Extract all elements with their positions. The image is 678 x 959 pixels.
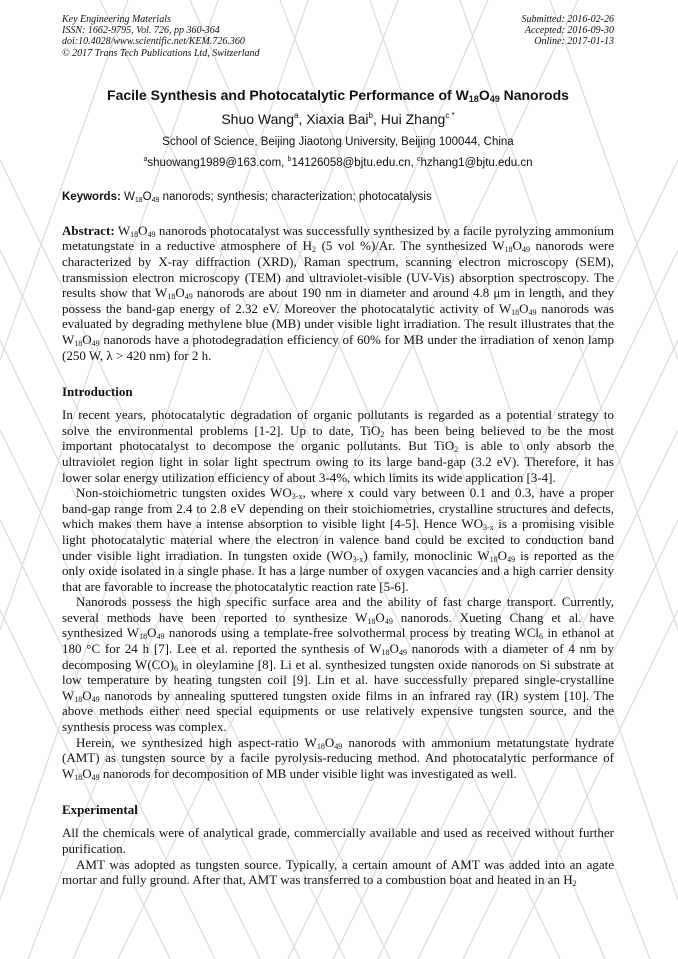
subscript: 2 [380, 429, 385, 439]
subscript: 18 [367, 616, 376, 626]
text-run: nanorods were characterized by X-ray diffraction (XRD), Raman spectrum, scanning electron microscopy (SEM), transmission electron microscopy (TEM) and ultraviolet-visible (UV-Vis) absorption spectroscopy. The results show that W [62, 238, 614, 301]
text-run: , where x could vary between 0.1 and 0.3, have a proper band-gap range from 2.4 to 2.8 eV depending on their stoichiometries, crystalline structures and defects, which makes them have a intense absorption to visible light [4-5]. Hence WO [62, 485, 614, 532]
abstract-body [62, 223, 614, 363]
text-run: Nanorods possess the high specific surface area and the ability of fast charge transport. Currently, several methods have been reported to synthesize W [62, 594, 614, 625]
author-sep: , [372, 110, 381, 127]
subscript: 18 [489, 554, 498, 564]
text-run: O [519, 300, 529, 316]
author-mark: b [368, 110, 373, 120]
subscript: 2 [312, 245, 316, 255]
body-paragraph [62, 485, 614, 594]
journal-doi: doi:10.4028/www.scientific.net/KEM.726.360 [62, 36, 245, 48]
author-list [62, 107, 614, 128]
body-paragraph [62, 594, 614, 734]
subscript: 49 [398, 648, 407, 658]
email-mark: b [287, 155, 292, 163]
text-run: is a promising visible light photocatalytic material where the electron in valence band could be excited to conduction band under visible light irradiation. In tungsten oxide (WO [62, 516, 614, 563]
author-sep: , [298, 110, 307, 127]
text-run: O [82, 687, 92, 703]
text-run: Herein, we synthesized high aspect-ratio W [76, 734, 317, 750]
body-paragraph [62, 407, 614, 485]
subscript: 3-x [291, 492, 303, 502]
publication-dates [522, 14, 615, 59]
subscript: 3-x [482, 523, 494, 533]
text-run: nanorods for decomposition of MB under visible light was investigated as well. [99, 765, 517, 781]
subscript: 18 [316, 741, 325, 751]
text-run: nanorods using a template-free solvothermal process by treating WCl [164, 625, 539, 641]
text-run: O [147, 625, 157, 641]
text-run: O [138, 222, 148, 238]
title-sub-2: 49 [489, 93, 500, 104]
body-paragraph [62, 735, 614, 782]
text-run: in oleylamine [8]. Li et al. synthesized tungsten oxide nanorods on Si substrate at low temperature by heating tungsten coil [9]. Lin et al. have successfully prepared single-crystalline W [62, 656, 615, 703]
affiliation: School of Science, Beijing Jiaotong University, Beijing 100044, China [162, 135, 514, 148]
paper-page [62, 14, 614, 888]
subscript: 49 [521, 245, 530, 255]
subscript: 18 [74, 694, 83, 704]
text-run: Non-stoichiometric tungsten oxides WO [76, 485, 292, 501]
title-prefix: Facile Synthesis and Photocatalytic Performance of W [107, 86, 469, 103]
text-run: nanorods photocatalyst was successfully synthesized by a facile pyrolyzing ammonium metatungstate in a reductive atmosphere of H [62, 222, 614, 254]
text-run: nanorods. Xueting Chang et al. have synthesized W [62, 609, 614, 641]
text-run: nanorods with a diameter of 4 nm by decomposing W(CO) [62, 641, 614, 672]
text-run: (5 vol %)/Ar. The synthesized W [316, 238, 505, 254]
keywords-label: Keywords: [62, 190, 121, 203]
subscript: 18 [139, 632, 148, 642]
text-run: O [82, 331, 92, 347]
date-online: Online: 2017-01-13 [534, 36, 614, 48]
keywords [62, 190, 614, 205]
subscript: 3-x [352, 554, 364, 564]
email-address[interactable]: 14126058@bjtu.edu.cn [291, 156, 411, 169]
subscript: 2 [454, 445, 459, 455]
date-submitted: Submitted: 2016-02-26 [521, 14, 614, 25]
subscript: 49 [384, 616, 393, 626]
subscript: 49 [91, 772, 100, 782]
email-address[interactable]: hzhang1@bjtu.edu.cn [420, 156, 533, 169]
email-address[interactable]: shuowang1989@163.com [147, 156, 282, 169]
subscript: 49 [507, 554, 516, 564]
text-run: nanorods was evaluated by degrading methylene blue (MB) under visible light irradiation. The result illustrates that the W [62, 300, 614, 347]
text-run: O [375, 609, 385, 625]
email-sep: , [410, 156, 417, 169]
author-name: Hui Zhang [380, 110, 446, 127]
section-heading: Introduction [62, 384, 133, 400]
abstract-label: Abstract: [62, 222, 115, 238]
subscript: 6 [174, 663, 179, 673]
keywords-text: nanorods; synthesis; characterization; photocatalysis [159, 190, 432, 203]
journal-copyright: © 2017 Trans Tech Publications Ltd, Switzerland [62, 47, 260, 59]
subscript: 49 [528, 307, 537, 317]
journal-header [62, 14, 614, 59]
text-run: is able to only absorb the ultraviolet region light in solar light spectrum owing to its large band-gap (3.2 eV). Therefore, it has lower solar energy utilization efficiency of about 3-4%, which limits its wide application [3-4]. [62, 438, 614, 485]
subscript: 2 [572, 879, 577, 889]
text-run: W [114, 222, 131, 238]
email-mark: a [143, 155, 148, 163]
keywords-sub: 18 [134, 196, 143, 204]
subscript: 49 [156, 632, 165, 642]
text-run: has been being believed to be the most important photocatalyst to decompose the organic pollutants. But TiO [62, 422, 614, 454]
text-run: All the chemicals were of analytical grade, commercially available and used as received without further purification. [62, 825, 614, 856]
subscript: 18 [130, 229, 139, 239]
journal-name: Key Engineering Materials [62, 14, 171, 25]
section-heading: Experimental [62, 802, 138, 818]
email-mark: c [416, 155, 421, 163]
text-run: nanorods by annealing sputtered tungsten oxide films in an infrared ray (IR) system [10]. The above methods either need special equipments or use relatively expensive tungsten source, and the synthesis process was complex. [62, 687, 614, 735]
email-sep: , [281, 156, 288, 169]
keywords-text: O [142, 190, 152, 203]
subscript: 49 [91, 694, 100, 704]
subscript: 18 [74, 338, 83, 348]
text-run: nanorods are about 190 nm in diameter and around 4.8 μm in length, and they possess the band-gap energy of 2.32 eV. Moreover the photocatalytic activity of W [62, 285, 614, 316]
subscript: 18 [167, 292, 176, 302]
keywords-text: W [120, 190, 135, 203]
text-run: AMT was adopted as tungsten source. Typically, a certain amount of AMT was added into an agate mortar and fully ground. After that, AMT was transferred to a combustion boat and heated in an H [62, 856, 614, 888]
title-mid: O [478, 86, 490, 103]
subscript: 49 [91, 338, 100, 348]
text-run: O [324, 734, 335, 750]
date-accepted: Accepted: 2016-09-30 [524, 25, 614, 37]
body-paragraph [62, 857, 614, 888]
email-list [62, 152, 614, 171]
text-run: O [175, 285, 185, 301]
text-run: nanorods have a photodegradation efficiency of 60% for MB under the irradiation of xenon lamp (250 W, λ > 420 nm) for 2 h. [62, 331, 614, 363]
subscript: 49 [147, 229, 156, 239]
author-mark: a [293, 110, 299, 120]
subscript: 49 [184, 292, 193, 302]
author-mark: c * [445, 110, 455, 120]
body-sections [62, 384, 614, 888]
journal-info [62, 14, 260, 59]
subscript: 18 [74, 772, 83, 782]
text-run: O [497, 547, 508, 563]
abstract [62, 223, 614, 363]
subscript: 6 [539, 632, 543, 642]
subscript: 49 [334, 741, 343, 751]
text-run: nanorods with ammonium metatungstate hydrate (AMT) as tungsten source by a facile pyrolysis-reducing method. And photocatalytic performance of W [62, 734, 614, 781]
journal-issn: ISSN: 1662-9795, Vol. 726, pp 360-364 [62, 25, 220, 37]
body-paragraph [62, 825, 614, 856]
text-run: in ethanol at 180 °C for 24 h [7]. Lee et al. reported the synthesis of W [62, 625, 614, 657]
paper-title [62, 86, 614, 104]
text-run: In recent years, photocatalytic degradation of organic pollutants is regarded as a potential strategy to solve the environmental problems [1-2]. Up to date, TiO [62, 407, 614, 438]
text-run: O [82, 765, 92, 781]
author-name: Shuo Wang [221, 110, 294, 127]
author-name: Xiaxia Bai [306, 110, 369, 127]
title-sub-1: 18 [468, 93, 479, 104]
keywords-sub: 49 [151, 196, 160, 204]
text-run: O [512, 238, 522, 254]
subscript: 18 [381, 648, 390, 658]
text-run: O [389, 641, 399, 657]
text-run: ) family, monoclinic W [363, 547, 490, 563]
subscript: 18 [504, 245, 513, 255]
title-suffix: Nanorods [499, 86, 569, 103]
subscript: 18 [511, 307, 520, 317]
text-run: is reported as the only oxide isolated in a single phase. It has a large number of oxygen vacancies and a high carrier density that are favorable to increase the photocatalytic reaction rate [5-6]. [62, 547, 614, 594]
